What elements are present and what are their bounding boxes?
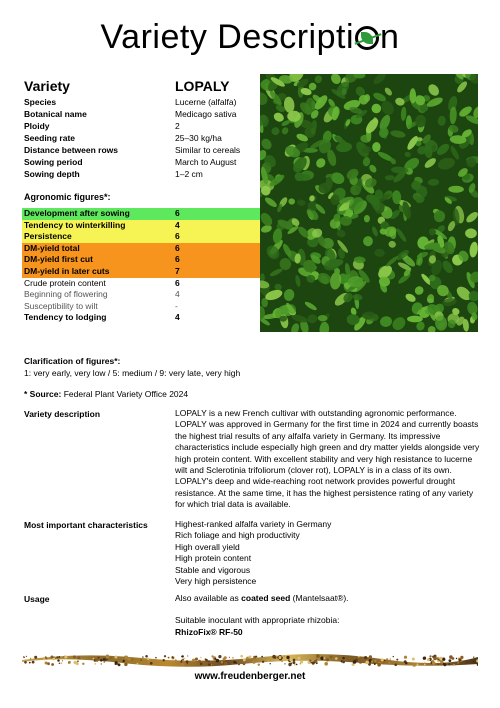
spec-value: 1–2 cm xyxy=(175,169,203,179)
spec-value: 2 xyxy=(175,121,180,131)
spec-key: Seeding rate xyxy=(24,133,76,143)
spec-row xyxy=(24,132,265,144)
alfalfa-foliage-image xyxy=(260,74,478,332)
usage-body xyxy=(175,593,480,638)
spec-key: Sowing depth xyxy=(24,169,80,179)
spec-row xyxy=(24,144,265,156)
spec-value: 25–30 kg/ha xyxy=(175,133,222,143)
description-line: resistance. At the same time, it has the highest persistence rating of any variety xyxy=(175,487,474,498)
agro-value: 6 xyxy=(175,208,180,218)
spec-key: Distance between rows xyxy=(24,145,119,155)
list-item: Very high persistence xyxy=(175,576,257,587)
agro-value: 6 xyxy=(175,231,180,242)
agro-value: 4 xyxy=(175,312,180,323)
agro-value: 6 xyxy=(175,254,180,265)
list-item: Rich foliage and high productivity xyxy=(175,530,300,541)
usage-coated-seed: coated seed xyxy=(241,593,291,603)
agro-key: Susceptibility to wilt xyxy=(24,300,98,311)
variety-label: Variety xyxy=(24,78,70,94)
spec-row xyxy=(24,96,265,108)
spec-value: Similar to cereals xyxy=(175,145,241,155)
spec-row xyxy=(24,168,265,180)
description-line: characteristics include especially high green and dry matter yields alongside very xyxy=(175,442,480,453)
agro-key: DM-yield in later cuts xyxy=(24,265,110,276)
seed-band-image xyxy=(22,648,478,670)
spec-table xyxy=(24,96,265,180)
agronomic-heading: Agronomic figures*: xyxy=(24,192,111,202)
clarification-heading: Clarification of figures*: xyxy=(24,356,121,366)
description-heading: Variety description xyxy=(24,409,101,419)
source-note xyxy=(24,389,188,399)
agro-value: 7 xyxy=(175,265,180,276)
agro-key: Tendency to lodging xyxy=(24,312,107,323)
source-label: * Source: xyxy=(24,389,62,399)
title-text-start: Variety Descripti xyxy=(100,18,355,56)
agro-row xyxy=(22,243,260,255)
usage-text: (Mantelsaat®). xyxy=(290,593,349,603)
clarification-block xyxy=(24,355,240,379)
variety-name: LOPALY xyxy=(175,78,230,94)
agro-key: DM-yield first cut xyxy=(24,254,93,265)
title-text-end: n xyxy=(380,18,400,56)
agro-value: 4 xyxy=(175,219,180,230)
clarification-text: 1: very early, very low / 5: medium / 9: very late, very high xyxy=(24,368,241,378)
spec-row xyxy=(24,156,265,168)
usage-text: Also available as xyxy=(175,593,242,603)
leaf-logo-icon xyxy=(355,26,379,50)
description-body xyxy=(175,408,480,511)
agro-row xyxy=(22,220,260,232)
agro-key: Beginning of flowering xyxy=(24,289,108,300)
description-line: the highest trial results of any alfalfa variety in Germany. Its impressive xyxy=(175,430,441,441)
list-item: High overall yield xyxy=(175,541,240,552)
agro-key: Persistence xyxy=(24,231,72,242)
description-line: high protein content. With excellent stability and very high resistance to lucerne xyxy=(175,453,473,464)
agro-row xyxy=(22,312,260,324)
characteristics-heading: Most important characteristics xyxy=(24,520,148,530)
agro-key: Crude protein content xyxy=(24,277,106,288)
characteristics-list xyxy=(175,519,480,587)
description-line: LOPALY's deep and wide-reaching root network provides powerful drought xyxy=(175,476,456,487)
list-item: Highest-ranked alfalfa variety in Germany xyxy=(175,519,332,529)
spec-row xyxy=(24,108,265,120)
alfalfa-photo xyxy=(260,74,478,332)
agro-value: 4 xyxy=(175,289,180,300)
spec-value: Medicago sativa xyxy=(175,109,237,119)
agro-row xyxy=(22,254,260,266)
description-line: wilt and Sclerotinia trifoliorum (clover rot), LOPALY is in a class of its own. xyxy=(175,465,452,476)
agro-row xyxy=(22,301,260,313)
agro-value: - xyxy=(175,300,178,311)
usage-inoculant-name: RhizoFix® RF-50 xyxy=(175,626,243,637)
spec-value: Lucerne (alfalfa) xyxy=(175,97,237,107)
page-title xyxy=(0,18,500,57)
spec-key: Ploidy xyxy=(24,121,50,131)
agro-key: Development after sowing xyxy=(24,208,130,218)
usage-heading: Usage xyxy=(24,594,50,604)
source-text: Federal Plant Variety Office 2024 xyxy=(61,389,189,399)
spec-value: March to August xyxy=(175,157,237,167)
description-line: LOPALY is a new French cultivar with outstanding agronomic performance. xyxy=(175,408,457,418)
agro-key: Tendency to winterkilling xyxy=(24,219,126,230)
description-line: for which trial data is available. xyxy=(175,499,291,510)
usage-inoculant-text: Suitable inoculant with appropriate rhizobia: xyxy=(175,615,340,626)
agro-key: DM-yield total xyxy=(24,242,80,253)
agro-row xyxy=(22,289,260,301)
website-url[interactable]: www.freudenberger.net xyxy=(194,671,306,682)
description-line: LOPALY was approved in Germany for the first time in 2024 and currently boasts xyxy=(175,419,479,430)
agro-value: 6 xyxy=(175,242,180,253)
spec-key: Species xyxy=(24,97,57,107)
spec-key: Sowing period xyxy=(24,157,83,167)
agro-row xyxy=(22,208,260,220)
spec-row xyxy=(24,120,265,132)
agro-row xyxy=(22,278,260,290)
agro-value: 6 xyxy=(175,277,180,288)
agro-row xyxy=(22,231,260,243)
list-item: Stable and vigorous xyxy=(175,564,251,575)
agro-row xyxy=(22,266,260,278)
spec-key: Botanical name xyxy=(24,109,87,119)
list-item: High protein content xyxy=(175,553,252,564)
agronomic-table xyxy=(22,208,260,324)
